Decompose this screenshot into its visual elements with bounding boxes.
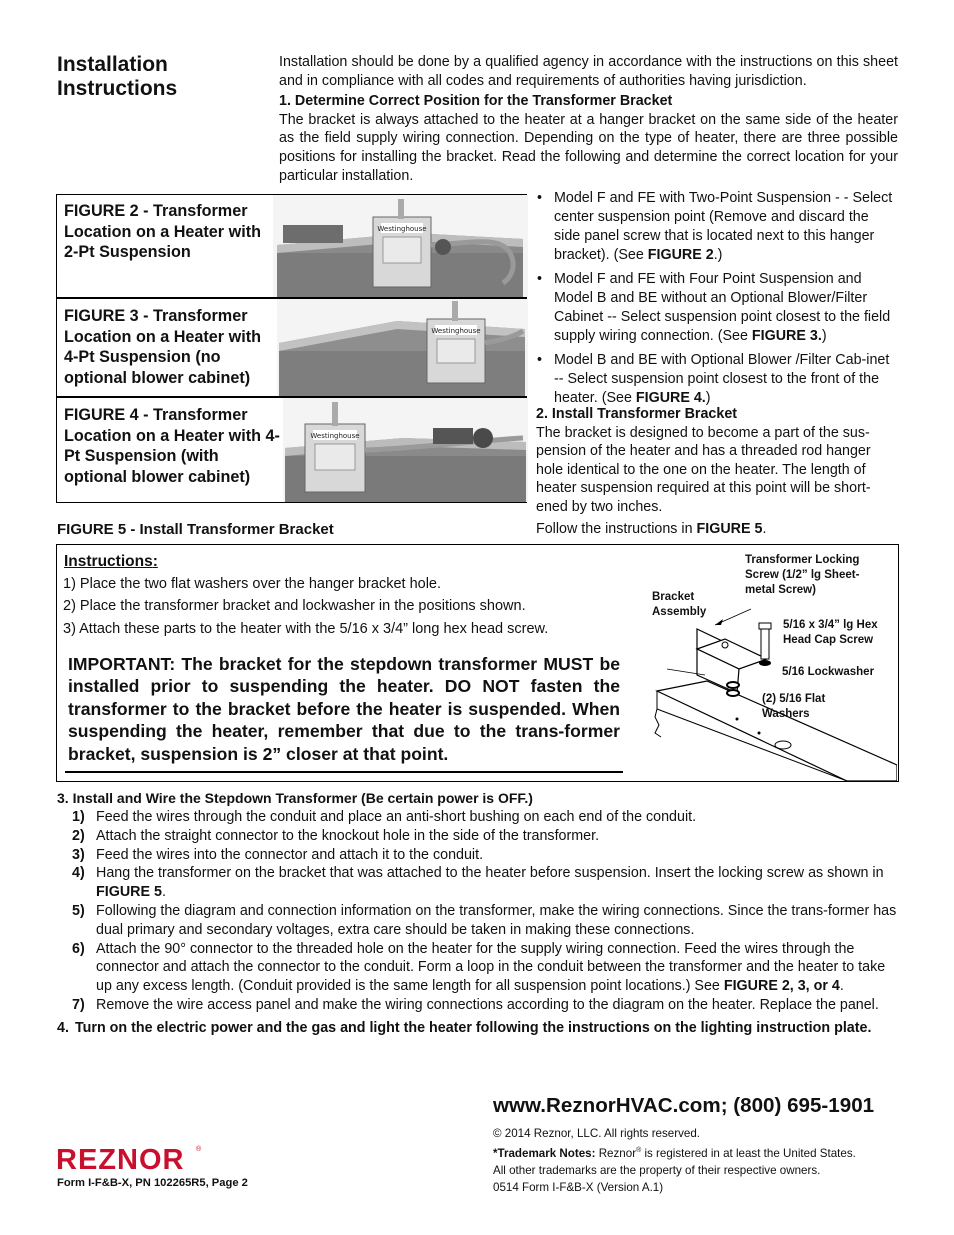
wiring-step: 5) Following the diagram and connection information on the transformer, make the wiring connections. Since the trans-former has dual primary and secondary voltages, extra care should be taken in making these connections.: [72, 902, 897, 938]
wiring-step: 1) Feed the wires through the conduit and place an anti-short bushing on each end of the conduit.: [72, 809, 697, 825]
wiring-step: 4) Hang the transformer on the bracket that was attached to the heater before suspension. Insert the locking screw as shown in FIGURE 5.: [72, 865, 884, 901]
important-notice: IMPORTANT: The bracket for the stepdown transformer MUST be installed prior to suspending the heater. DO NOT fasten the transformer to the bracket before the heater is suspended. When suspending the heater, remember that due to the trans-former bracket, suspension is 2” closer at that point.: [68, 654, 620, 764]
website-phone: www.ReznorHVAC.com; (800) 695-1901: [493, 1094, 875, 1117]
svg-text:®: ®: [196, 1146, 202, 1153]
intro-section: [279, 53, 898, 185]
figure-2-caption: FIGURE 2 - Transformer Location on a Heater with 2-Pt Suspension: [64, 202, 261, 262]
divider: [65, 771, 623, 773]
figure-5: [56, 544, 899, 782]
section-2: [536, 405, 898, 538]
svg-text:REZNOR: REZNOR: [56, 1144, 185, 1173]
figure-3-photo: [277, 299, 528, 396]
wiring-step: 7) Remove the wire access panel and make the wiring connections according to the diagram on the heater. Replace the panel.: [72, 996, 879, 1013]
wiring-step: 3) Feed the wires into the connector and attach it to the conduit.: [72, 846, 484, 863]
callout-flat-washers: (2) 5/16 Flat Washers: [762, 693, 826, 720]
intro-paragraph: Installation should be done by a qualified agency in accordance with the instructions on this sheet and in compliance with all codes and requirements of authorities having jurisdiction.: [279, 54, 898, 89]
section2-heading: 2. Install Transformer Bracket: [536, 406, 738, 422]
trademark-other: All other trademarks are the property of their respective owners.: [493, 1163, 821, 1177]
figure-2-photo: [273, 195, 528, 297]
figure-5-caption: FIGURE 5 - Install Transformer Bracket: [57, 521, 334, 538]
section1-text: The bracket is always attached to the heater at a hanger bracket on the same side of the heater as the field supply wiring connection. Depending on the type of heater, there are three possible positions for installing the bracket. Read the following and determine the correct location for your particular installation.: [279, 111, 898, 184]
figure-3: [56, 298, 527, 397]
figure-3-caption: FIGURE 3 - Transformer Location on a Heater with 4-Pt Suspension (no optional blower cabinet): [64, 307, 261, 387]
instructions-title: Instructions:: [64, 553, 158, 570]
page-title: Installation Instructions: [57, 53, 178, 100]
callout-hex-screw: 5/16 x 3/4” lg Hex Head Cap Screw: [783, 619, 878, 646]
trademark-line: *Trademark Notes: Reznor® is registered in at least the United States.: [493, 1146, 856, 1160]
bullet-blower-cabinet: • Model B and BE with Optional Blower /Filter Cab-inet -- Select suspension point closest to the front of the heater. (See FIGURE 4.): [536, 351, 898, 408]
figure-4-brand: Westinghouse: [310, 432, 360, 440]
wiring-step: 6) Attach the 90° connector to the threaded hole on the heater for the supply wiring connection. Feed the wires through the connector and attach the connector to the conduit. Form a loop in the conduit between the transformer and the heater to take up any excess length. (Conduit provided is the same length for all suspension point locations.) See FIGURE 2, 3, or 4.: [72, 940, 886, 995]
form-number: Form I-F&B-X, PN 102265R5, Page 2: [57, 1177, 248, 1189]
suspension-bullets: [536, 189, 898, 413]
callout-bracket-assembly: Bracket Assembly: [652, 591, 707, 618]
figure-4-caption: FIGURE 4 - Transformer Location on a Heater with 4-Pt Suspension (with optional blower cabinet): [64, 406, 280, 486]
bullet-four-point: • Model F and FE with Four Point Suspension and Model B and BE without an Optional Blower/Filter Cabinet -- Select suspension point closest to the field supply wiring connection. (See FIGURE 3.): [536, 270, 898, 346]
copyright-block: [493, 1125, 898, 1196]
form-version: 0514 Form I-F&B-X (Version A.1): [493, 1180, 664, 1194]
figure-2: [56, 194, 527, 298]
section1-heading: 1. Determine Correct Position for the Transformer Bracket: [279, 93, 673, 110]
figure-4-photo: [283, 398, 528, 502]
figure-2-brand: Westinghouse: [377, 225, 427, 233]
bullet-two-point: • Model F and FE with Two-Point Suspension - - Select center suspension point (Remove and discard the side panel screw that is located next to this hanger bracket). (See FIGURE 2.): [536, 189, 898, 265]
wiring-step: 2) Attach the straight connector to the knockout hole in the side of the transformer.: [72, 827, 600, 844]
callout-locking-screw: Transformer Locking Screw (1/2” lg Sheet-metal Screw): [745, 554, 860, 596]
section-3: [57, 789, 899, 1038]
figure-4: [56, 397, 527, 503]
instruction-step: 3) Attach these parts to the heater with the 5/16 x 3/4” long hex head screw.: [63, 621, 549, 637]
section2-text: The bracket is designed to become a part of the sus-pension of the heater and has a threaded rod hanger hole identical to the one on the heater. The length of heater suspension required at this point will be short-ened by two inches.: [536, 424, 871, 515]
section-4: 4. Turn on the electric power and the gas and light the heater following the instructions on the lighting instruction plate.: [57, 1019, 872, 1036]
section3-heading: 3. Install and Wire the Stepdown Transformer (Be certain power is OFF.): [57, 790, 533, 806]
copyright-line: © 2014 Reznor, LLC. All rights reserved.: [493, 1127, 701, 1140]
section2-follow: Follow the instructions in FIGURE 5.: [536, 520, 767, 537]
instruction-step: 1) Place the two flat washers over the hanger bracket hole.: [63, 576, 442, 592]
instruction-step: 2) Place the transformer bracket and lockwasher in the positions shown.: [63, 598, 526, 614]
reznor-logo: [56, 1143, 206, 1173]
callout-lockwasher: 5/16 Lockwasher: [782, 666, 875, 678]
figure-3-brand: Westinghouse: [431, 327, 481, 335]
